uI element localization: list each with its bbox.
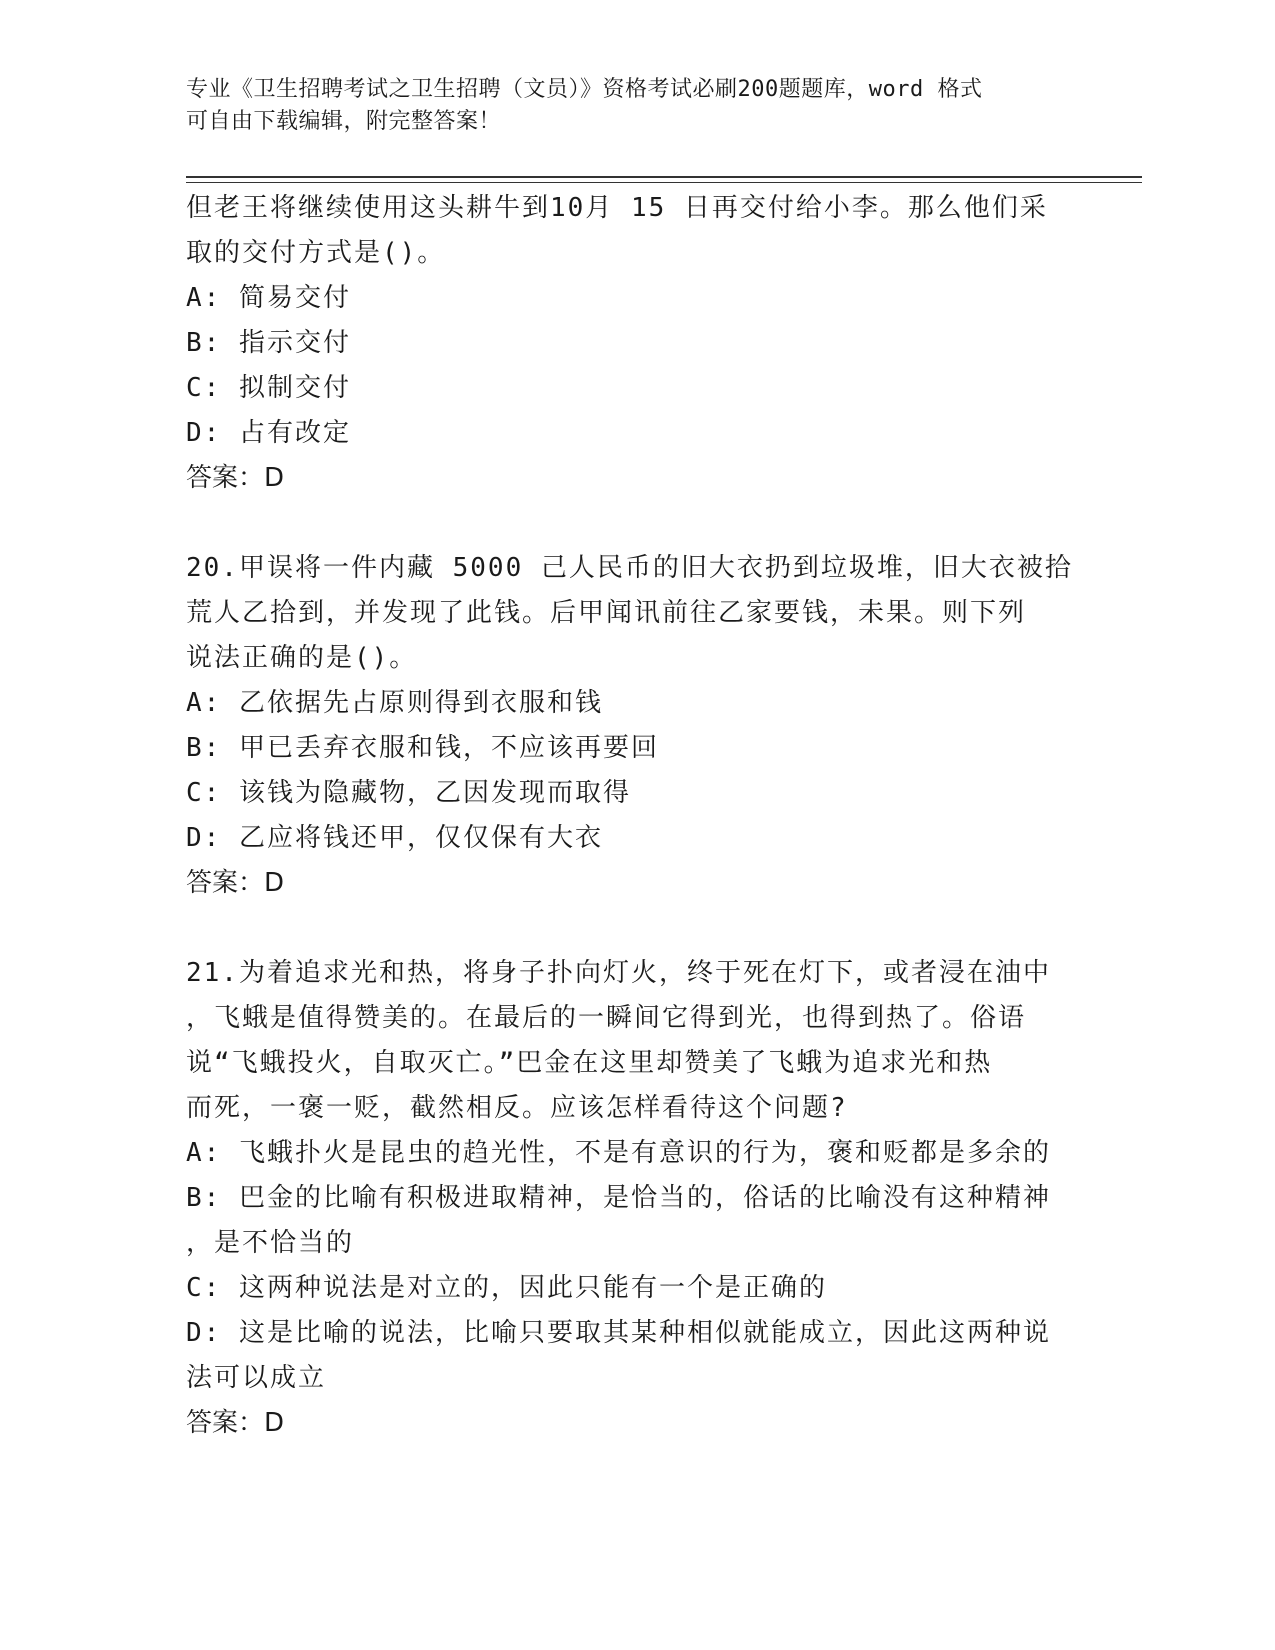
option-d: D: 占有改定 [186, 418, 351, 448]
question-text: 21.为着追求光和热，将身子扑向灯火，终于死在灯下，或者浸在油中 [186, 958, 1051, 988]
spacer [186, 501, 1066, 546]
question-text: ，飞蛾是值得赞美的。在最后的一瞬间它得到光，也得到热了。俗语 [186, 1003, 1027, 1033]
question-content [186, 186, 1073, 1446]
option-a: A: 简易交付 [186, 283, 351, 313]
option-b: B: 指示交付 [186, 328, 351, 358]
answer: 答案：D [186, 868, 285, 898]
option-d-continued: 法可以成立 [186, 1363, 327, 1393]
question-text: 说“飞蛾投火，自取灭亡。”巴金在这里却赞美了飞蛾为追求光和热 [186, 1048, 993, 1078]
option-c: C: 该钱为隐藏物，乙因发现而取得 [186, 778, 631, 808]
option-b: B: 甲已丢弃衣服和钱，不应该再要回 [186, 733, 659, 763]
document-header [186, 74, 1066, 138]
question-19 [186, 186, 1066, 501]
question-text: 说法正确的是()。 [186, 643, 418, 673]
header-line-1: 专业《卫生招聘考试之卫生招聘（文员）》资格考试必刷200题题库，word 格式 [186, 77, 983, 102]
question-21 [186, 951, 1066, 1446]
option-c: C: 拟制交付 [186, 373, 351, 403]
spacer [186, 906, 1066, 951]
header-divider-thick [186, 176, 1142, 178]
option-d: D: 乙应将钱还甲，仅仅保有大衣 [186, 823, 603, 853]
option-d: D: 这是比喻的说法，比喻只要取其某种相似就能成立，因此这两种说 [186, 1318, 1051, 1348]
question-text: 而死，一褒一贬，截然相反。应该怎样看待这个问题? [186, 1093, 848, 1123]
question-text: 但老王将继续使用这头耕牛到10月 15 日再交付给小李。那么他们采 [186, 193, 1048, 223]
answer: 答案：D [186, 463, 285, 493]
option-a: A: 飞蛾扑火是昆虫的趋光性，不是有意识的行为，褒和贬都是多余的 [186, 1138, 1051, 1168]
option-b-continued: ，是不恰当的 [186, 1228, 355, 1258]
option-a: A: 乙依据先占原则得到衣服和钱 [186, 688, 603, 718]
question-text: 20.甲误将一件内藏 5000 己人民币的旧大衣扔到垃圾堆，旧大衣被拾 [186, 553, 1073, 583]
answer: 答案：D [186, 1408, 285, 1438]
header-divider-thin [186, 182, 1142, 183]
question-text: 荒人乙拾到，并发现了此钱。后甲闻讯前往乙家要钱，未果。则下列 [186, 598, 1027, 628]
header-line-2: 可自由下载编辑，附完整答案！ [186, 109, 502, 134]
question-text: 取的交付方式是()。 [186, 238, 446, 268]
option-c: C: 这两种说法是对立的，因此只能有一个是正确的 [186, 1273, 827, 1303]
question-20 [186, 546, 1073, 906]
option-b: B: 巴金的比喻有积极进取精神，是恰当的，俗话的比喻没有这种精神 [186, 1183, 1051, 1213]
